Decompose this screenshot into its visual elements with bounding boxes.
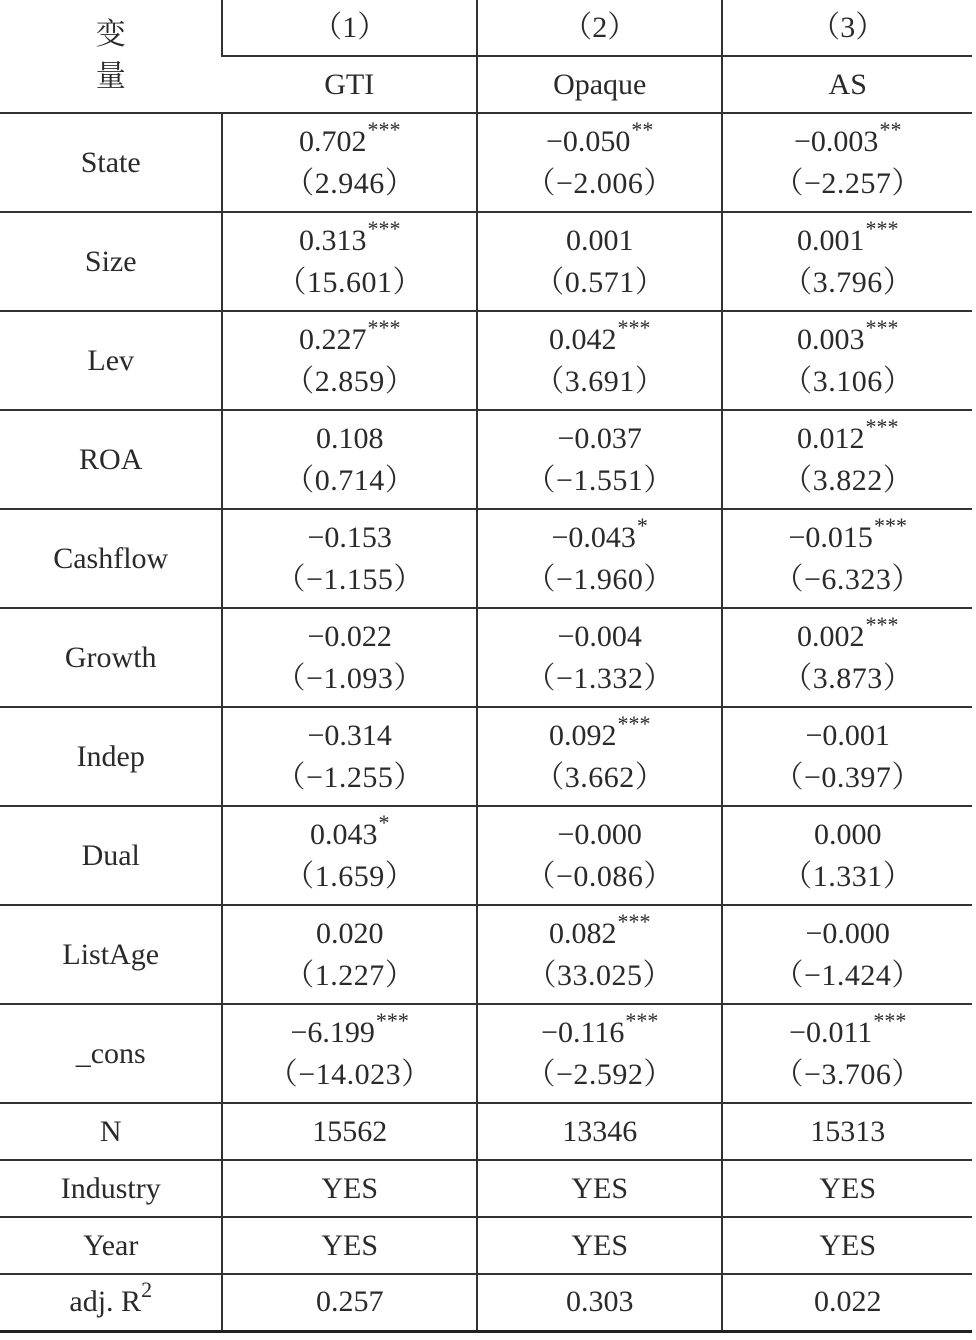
t-statistic: （2.859）	[284, 364, 416, 398]
coefficient-line	[223, 616, 476, 658]
t-statistic: （−1.424）	[773, 958, 922, 992]
coefficient-line	[478, 418, 722, 460]
coefficient-value: −0.004	[557, 619, 642, 653]
coefficient-cell	[477, 707, 723, 806]
adj-r2-label-cell	[0, 1274, 222, 1331]
coefficient-cell	[722, 806, 972, 905]
coefficient-cell	[722, 212, 972, 311]
coefficient-value: 0.313	[298, 223, 367, 257]
adj-r2-value: 0.022	[722, 1274, 972, 1331]
coefficient-cell	[222, 806, 477, 905]
coefficient-cell	[477, 608, 723, 707]
t-statistic: （−1.155）	[275, 562, 424, 596]
coefficient-value: −0.011	[789, 1015, 873, 1049]
coefficient-value: −0.003	[794, 124, 879, 158]
table-row	[0, 608, 972, 707]
coefficient-cell	[477, 311, 723, 410]
coefficient-value: −0.116	[541, 1015, 625, 1049]
coefficient-line	[723, 413, 972, 460]
table-row	[0, 509, 972, 608]
adj-r2-row	[0, 1274, 972, 1331]
coefficient-value: −0.000	[805, 916, 890, 950]
t-statistic: （33.025）	[526, 958, 673, 992]
t-statistic: （−14.023）	[267, 1057, 432, 1091]
coefficient-cell	[222, 410, 477, 509]
coefficient-line	[478, 220, 722, 262]
model-number-2: （2）	[477, 0, 723, 56]
coefficient-value: 0.001	[796, 223, 865, 257]
coefficient-value: −0.153	[307, 520, 392, 554]
adj-r2-value: 0.257	[222, 1274, 477, 1331]
t-statistic: （0.714）	[284, 463, 416, 497]
significance-stars: ***	[367, 116, 401, 142]
t-statistic: （−3.706）	[773, 1057, 922, 1091]
variable-name: _cons	[0, 1004, 222, 1103]
coefficient-value: 0.092	[548, 718, 617, 752]
coefficient-cell	[722, 905, 972, 1004]
coefficient-value: 0.000	[813, 817, 882, 851]
t-statistic: （−1.960）	[525, 562, 674, 596]
t-statistic: （−0.397）	[773, 760, 922, 794]
t-statistic: （1.227）	[284, 958, 416, 992]
t-statistic: （3.822）	[782, 463, 914, 497]
coefficient-value: −0.015	[788, 520, 873, 554]
variable-name: Lev	[0, 311, 222, 410]
coefficient-value: −0.000	[557, 817, 642, 851]
coefficient-cell	[222, 608, 477, 707]
significance-stars: **	[879, 116, 902, 142]
significance-stars: ***	[625, 1007, 659, 1033]
coefficient-line	[723, 814, 972, 856]
table-row	[0, 806, 972, 905]
coefficient-cell	[477, 905, 723, 1004]
footer-label: Industry	[0, 1160, 222, 1217]
significance-stars: ***	[873, 512, 907, 538]
t-statistic: （3.796）	[782, 265, 914, 299]
t-statistic: （0.571）	[534, 265, 666, 299]
table-row	[0, 707, 972, 806]
significance-stars: ***	[865, 314, 899, 340]
coefficient-value: −6.199	[290, 1015, 375, 1049]
table-row	[0, 410, 972, 509]
coefficient-cell	[477, 410, 723, 509]
coefficient-line	[223, 418, 476, 460]
footer-value: YES	[722, 1160, 972, 1217]
t-statistic: （−1.093）	[275, 661, 424, 695]
coefficient-line	[723, 715, 972, 757]
footer-row	[0, 1103, 972, 1160]
coefficient-value: 0.227	[298, 322, 367, 356]
coefficient-value: 0.001	[565, 223, 634, 257]
coefficient-cell	[722, 311, 972, 410]
footer-value: YES	[222, 1217, 477, 1274]
coefficient-cell	[477, 113, 723, 212]
coefficient-line	[478, 908, 722, 955]
variable-name: Dual	[0, 806, 222, 905]
significance-stars: **	[631, 116, 654, 142]
significance-stars: *	[378, 809, 390, 835]
t-statistic: （3.106）	[782, 364, 914, 398]
coefficient-cell	[722, 410, 972, 509]
coefficient-line	[223, 116, 476, 163]
coefficient-value: 0.082	[548, 916, 617, 950]
coefficient-cell	[477, 212, 723, 311]
t-statistic: （−1.551）	[525, 463, 674, 497]
significance-stars: ***	[865, 611, 899, 637]
coefficient-line	[723, 314, 972, 361]
significance-stars: ***	[367, 314, 401, 340]
coefficient-line	[223, 809, 476, 856]
coefficient-cell	[222, 707, 477, 806]
significance-stars: ***	[617, 314, 651, 340]
coefficient-cell	[222, 905, 477, 1004]
t-statistic: （−0.086）	[525, 859, 674, 893]
t-statistic: （−2.257）	[773, 166, 922, 200]
coefficient-value: 0.003	[796, 322, 865, 356]
t-statistic: （−6.323）	[773, 562, 922, 596]
coefficient-cell	[722, 707, 972, 806]
coefficient-value: −0.043	[551, 520, 636, 554]
footer-value: 13346	[477, 1103, 723, 1160]
significance-stars: *	[636, 512, 648, 538]
table-row	[0, 212, 972, 311]
t-statistic: （−2.592）	[525, 1057, 674, 1091]
coefficient-value: 0.702	[298, 124, 367, 158]
significance-stars: ***	[865, 413, 899, 439]
coefficient-value: 0.012	[796, 421, 865, 455]
significance-stars: ***	[617, 908, 651, 934]
footer-row	[0, 1160, 972, 1217]
coefficient-cell	[722, 113, 972, 212]
coefficient-value: 0.108	[315, 421, 384, 455]
coefficient-line	[223, 314, 476, 361]
coefficient-value: −0.037	[557, 421, 642, 455]
footer-label: Year	[0, 1217, 222, 1274]
coefficient-line	[723, 215, 972, 262]
coefficient-value: 0.042	[548, 322, 617, 356]
r2-superscript: 2	[141, 1277, 153, 1303]
coefficient-line	[478, 512, 722, 559]
significance-stars: ***	[375, 1007, 409, 1033]
t-statistic: （−1.332）	[525, 661, 674, 695]
coefficient-line	[478, 1007, 722, 1054]
t-statistic: （−2.006）	[525, 166, 674, 200]
coefficient-value: −0.001	[805, 718, 890, 752]
variable-name: State	[0, 113, 222, 212]
coefficient-cell	[722, 509, 972, 608]
variable-header: 变量	[0, 0, 222, 113]
coefficient-line	[723, 1007, 972, 1054]
header-row-model-numbers	[0, 0, 972, 56]
footer-value: YES	[222, 1160, 477, 1217]
coefficient-line	[478, 710, 722, 757]
coefficient-cell	[477, 509, 723, 608]
coefficient-line	[478, 314, 722, 361]
footer-value: YES	[477, 1160, 723, 1217]
significance-stars: ***	[617, 710, 651, 736]
adj-r2-value: 0.303	[477, 1274, 723, 1331]
footer-value: YES	[722, 1217, 972, 1274]
variable-name: ListAge	[0, 905, 222, 1004]
t-statistic: （1.331）	[782, 859, 914, 893]
t-statistic: （15.601）	[276, 265, 423, 299]
coefficient-cell	[477, 806, 723, 905]
footer-value: 15313	[722, 1103, 972, 1160]
t-statistic: （3.873）	[782, 661, 914, 695]
significance-stars: ***	[367, 215, 401, 241]
coefficient-cell	[222, 212, 477, 311]
dependent-var-opaque: Opaque	[477, 56, 723, 113]
table-row	[0, 1004, 972, 1103]
variable-name: Growth	[0, 608, 222, 707]
significance-stars: ***	[865, 215, 899, 241]
coefficient-cell	[222, 509, 477, 608]
table-row	[0, 311, 972, 410]
model-number-1: （1）	[222, 0, 477, 56]
footer-value: 15562	[222, 1103, 477, 1160]
significance-stars: ***	[873, 1007, 907, 1033]
coefficient-line	[478, 116, 722, 163]
coefficient-line	[478, 814, 722, 856]
model-number-3: （3）	[722, 0, 972, 56]
coefficient-line	[478, 616, 722, 658]
coefficient-cell	[722, 1004, 972, 1103]
t-statistic: （3.691）	[534, 364, 666, 398]
dependent-var-gti: GTI	[222, 56, 477, 113]
coefficient-cell	[722, 608, 972, 707]
variable-name: Indep	[0, 707, 222, 806]
t-statistic: （3.662）	[534, 760, 666, 794]
coefficient-line	[723, 116, 972, 163]
coefficient-value: 0.020	[315, 916, 384, 950]
coefficient-line	[223, 1007, 476, 1054]
footer-value: YES	[477, 1217, 723, 1274]
footer-row	[0, 1217, 972, 1274]
coefficient-line	[723, 913, 972, 955]
variable-name: Cashflow	[0, 509, 222, 608]
coefficient-value: −0.050	[546, 124, 631, 158]
table-row	[0, 113, 972, 212]
footer-label: N	[0, 1103, 222, 1160]
coefficient-line	[223, 913, 476, 955]
coefficient-line	[223, 517, 476, 559]
coefficient-cell	[222, 113, 477, 212]
adj-r2-label: adj. R	[69, 1285, 142, 1319]
coefficient-cell	[222, 1004, 477, 1103]
coefficient-line	[723, 512, 972, 559]
coefficient-cell	[222, 311, 477, 410]
coefficient-cell	[477, 1004, 723, 1103]
coefficient-line	[723, 611, 972, 658]
coefficient-value: 0.043	[309, 817, 378, 851]
coefficient-value: 0.002	[796, 619, 865, 653]
t-statistic: （1.659）	[284, 859, 416, 893]
coefficient-line	[223, 215, 476, 262]
coefficient-value: −0.314	[307, 718, 392, 752]
variable-name: ROA	[0, 410, 222, 509]
t-statistic: （2.946）	[284, 166, 416, 200]
coefficient-line	[223, 715, 476, 757]
variable-name: Size	[0, 212, 222, 311]
table-row	[0, 905, 972, 1004]
dependent-var-as: AS	[722, 56, 972, 113]
t-statistic: （−1.255）	[275, 760, 424, 794]
coefficient-value: −0.022	[307, 619, 392, 653]
